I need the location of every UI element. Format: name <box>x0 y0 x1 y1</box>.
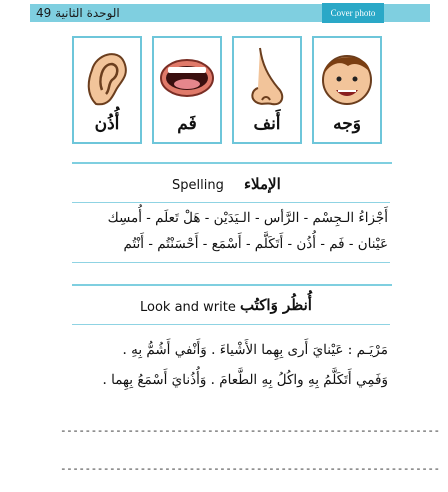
look-title-ar: أُنظُر وَاكتُب <box>240 296 312 314</box>
card-mouth <box>152 36 222 144</box>
nose-icon <box>238 44 296 110</box>
card-face <box>312 36 382 144</box>
card-ear <box>72 36 142 144</box>
look-line-2: وَفَمِي أَتَكَلَّمُ بِهِ واكُلُ بِهِ الطَّعامَ . وَأُذُنايَ أَسْمَعُ بِهِما . <box>102 372 388 388</box>
card-word: وَجه <box>333 114 361 134</box>
card-word: فَم <box>177 114 197 134</box>
writing-line-1[interactable]: -------------------------------------------------------------- <box>60 424 440 437</box>
look-line-1: مَرْيَـم : عَيْنايَ أَرى بِهِما الأَشْياءَ . وَأَنْفي أَشُمُّ بِهِ . <box>122 342 388 358</box>
spelling-title-en: Spelling <box>172 178 224 193</box>
card-nose <box>232 36 302 144</box>
spelling-line-1: أَجْزاءُ الـجِسْم - الرَّأس - الـيَدَيْن - هَلْ تَعلَم - أُمسِك <box>107 210 388 226</box>
spelling-rule-mid <box>72 202 390 203</box>
card-word: أَنف <box>253 114 281 134</box>
look-rule-top <box>72 284 392 286</box>
cover-photo-box: Cover photo <box>322 3 384 23</box>
look-rule-mid <box>72 324 390 325</box>
writing-line-2[interactable]: -------------------------------------------------------------- <box>60 462 440 475</box>
card-word: أُذُن <box>94 114 120 134</box>
mouth-icon <box>158 44 216 110</box>
spelling-rule-bottom <box>72 262 390 263</box>
look-title-en: Look and write <box>140 300 236 315</box>
spelling-line-2: عَيْنان - فَم - أُذُن - أَتَكَلَّم - أَسْمَع - أَحْسَنْتُم - أَنْتُم <box>123 236 388 252</box>
spelling-rule-top <box>72 162 392 164</box>
face-icon <box>318 44 376 110</box>
spelling-title-ar: الإملاء <box>244 175 281 193</box>
ear-icon <box>78 44 136 110</box>
unit-page-label: الوحدة الثانية 49 <box>36 6 120 20</box>
